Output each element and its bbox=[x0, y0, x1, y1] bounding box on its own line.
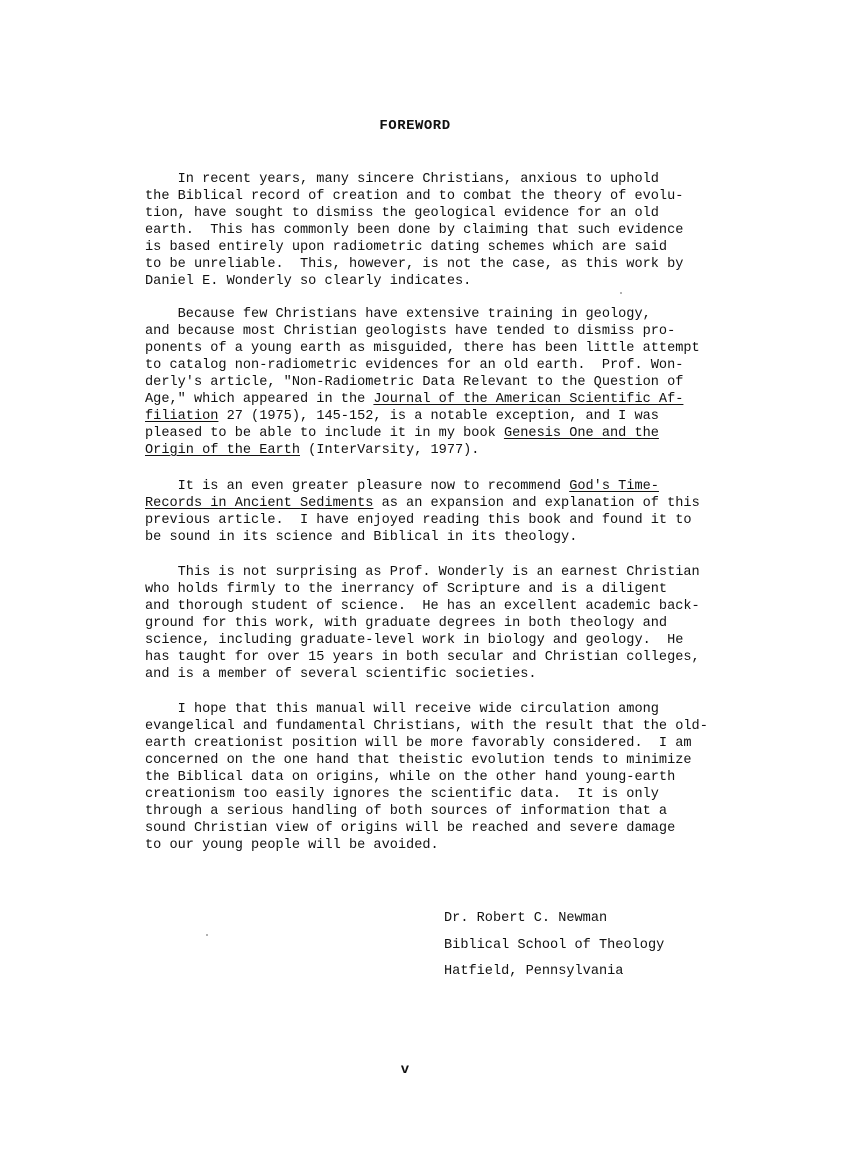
text-line bbox=[145, 649, 705, 666]
text-line bbox=[145, 273, 705, 290]
text-line bbox=[145, 495, 705, 512]
text-line bbox=[145, 306, 705, 323]
text-segment: be sound in its science and Biblical in its theology. bbox=[145, 530, 578, 545]
text-line bbox=[145, 442, 705, 459]
text-segment: to be unreliable. This, however, is not the case, as this work by bbox=[145, 257, 684, 272]
paragraph-4 bbox=[145, 564, 705, 683]
text-line bbox=[145, 408, 705, 425]
text-line bbox=[145, 529, 705, 546]
text-segment: I hope that this manual will receive wide circulation among bbox=[145, 702, 659, 717]
text-segment: tion, have sought to dismiss the geological evidence for an old bbox=[145, 206, 659, 221]
scan-speck bbox=[620, 292, 622, 294]
text-segment: Daniel E. Wonderly so clearly indicates. bbox=[145, 274, 472, 289]
text-line bbox=[145, 171, 705, 188]
text-segment: and thorough student of science. He has an excellent academic back- bbox=[145, 599, 700, 614]
text-line bbox=[145, 256, 705, 273]
text-line bbox=[145, 374, 705, 391]
page-number: v bbox=[400, 1062, 410, 1078]
text-line bbox=[145, 666, 705, 683]
text-line bbox=[145, 425, 705, 442]
text-line bbox=[145, 615, 705, 632]
text-line bbox=[145, 837, 705, 854]
text-line bbox=[145, 205, 705, 222]
text-line bbox=[145, 239, 705, 256]
text-line bbox=[145, 769, 705, 786]
text-segment: the Biblical record of creation and to combat the theory of evolu- bbox=[145, 189, 684, 204]
text-line bbox=[145, 718, 708, 735]
underlined-title: Records in Ancient Sediments bbox=[145, 496, 374, 511]
signature-institution: Biblical School of Theology bbox=[444, 937, 665, 953]
text-segment: the Biblical data on origins, while on the other hand young-earth bbox=[145, 770, 676, 785]
text-line bbox=[145, 323, 705, 340]
text-segment: Because few Christians have extensive training in geology, bbox=[145, 307, 651, 322]
text-segment: creationism too easily ignores the scientific data. It is only bbox=[145, 787, 659, 802]
text-segment: to our young people will be avoided. bbox=[145, 838, 439, 853]
underlined-title: God's Time- bbox=[569, 479, 659, 494]
text-segment: through a serious handling of both sources of information that a bbox=[145, 804, 668, 819]
text-line bbox=[145, 188, 705, 205]
text-segment: science, including graduate-level work in biology and geology. He bbox=[145, 633, 684, 648]
underlined-title: Origin of the Earth bbox=[145, 443, 300, 458]
text-segment: evangelical and fundamental Christians, with the result that the old- bbox=[145, 719, 708, 734]
text-line bbox=[145, 632, 705, 649]
signature-block bbox=[444, 906, 744, 986]
text-segment: sound Christian view of origins will be reached and severe damage bbox=[145, 821, 676, 836]
scan-speck bbox=[206, 934, 208, 936]
paragraph-2 bbox=[145, 306, 705, 459]
text-line bbox=[145, 820, 705, 837]
text-segment: concerned on the one hand that theistic evolution tends to minimize bbox=[145, 753, 692, 768]
text-segment: has taught for over 15 years in both secular and Christian colleges, bbox=[145, 650, 700, 665]
text-segment: This is not surprising as Prof. Wonderly is an earnest Christian bbox=[145, 565, 700, 580]
page-title: FOREWORD bbox=[379, 118, 451, 134]
text-line bbox=[145, 478, 705, 495]
text-line bbox=[145, 752, 705, 769]
text-segment: In recent years, many sincere Christians, anxious to uphold bbox=[145, 172, 659, 187]
text-segment: and is a member of several scientific societies. bbox=[145, 667, 537, 682]
text-segment: earth. This has commonly been done by claiming that such evidence bbox=[145, 223, 684, 238]
text-segment: (InterVarsity, 1977). bbox=[300, 443, 480, 458]
text-segment: ground for this work, with graduate degrees in both theology and bbox=[145, 616, 668, 631]
text-line bbox=[145, 512, 705, 529]
text-line bbox=[145, 701, 705, 718]
text-line bbox=[145, 786, 705, 803]
text-line bbox=[145, 735, 705, 752]
text-segment: who holds firmly to the inerrancy of Scripture and is a diligent bbox=[145, 582, 668, 597]
text-segment: is based entirely upon radiometric dating schemes which are said bbox=[145, 240, 668, 255]
text-segment: pleased to be able to include it in my book bbox=[145, 426, 504, 441]
paragraph-3 bbox=[145, 478, 705, 546]
text-line bbox=[145, 581, 705, 598]
text-segment: 27 (1975), 145-152, is a notable exception, and I was bbox=[218, 409, 659, 424]
underlined-title: Genesis One and the bbox=[503, 426, 659, 441]
text-line bbox=[145, 340, 705, 357]
text-segment: derly's article, "Non-Radiometric Data Relevant to the Question of bbox=[145, 375, 684, 390]
underlined-title: Journal of the American Scientific Af- bbox=[373, 392, 684, 407]
paragraph-5 bbox=[145, 701, 708, 854]
text-segment: to catalog non-radiometric evidences for an old earth. Prof. Won- bbox=[145, 358, 684, 373]
text-segment: previous article. I have enjoyed reading this book and found it to bbox=[145, 513, 692, 528]
signature-location: Hatfield, Pennsylvania bbox=[444, 964, 624, 979]
text-segment: as an expansion and explanation of this bbox=[373, 496, 700, 511]
text-segment: and because most Christian geologists have tended to dismiss pro- bbox=[145, 324, 676, 339]
text-segment: ponents of a young earth as misguided, there has been little attempt bbox=[145, 341, 700, 356]
text-line bbox=[145, 803, 705, 820]
text-segment: It is an even greater pleasure now to recommend bbox=[145, 479, 570, 494]
text-segment: Age," which appeared in the bbox=[145, 392, 374, 407]
signature-name: Dr. Robert C. Newman bbox=[444, 911, 608, 926]
text-line bbox=[145, 222, 705, 239]
underlined-title: filiation bbox=[145, 409, 219, 424]
text-line bbox=[145, 357, 705, 374]
text-line bbox=[145, 391, 705, 408]
text-segment: earth creationist position will be more favorably considered. I am bbox=[145, 736, 692, 751]
paragraph-1 bbox=[145, 171, 705, 290]
text-line bbox=[145, 598, 705, 615]
text-line bbox=[145, 564, 705, 581]
